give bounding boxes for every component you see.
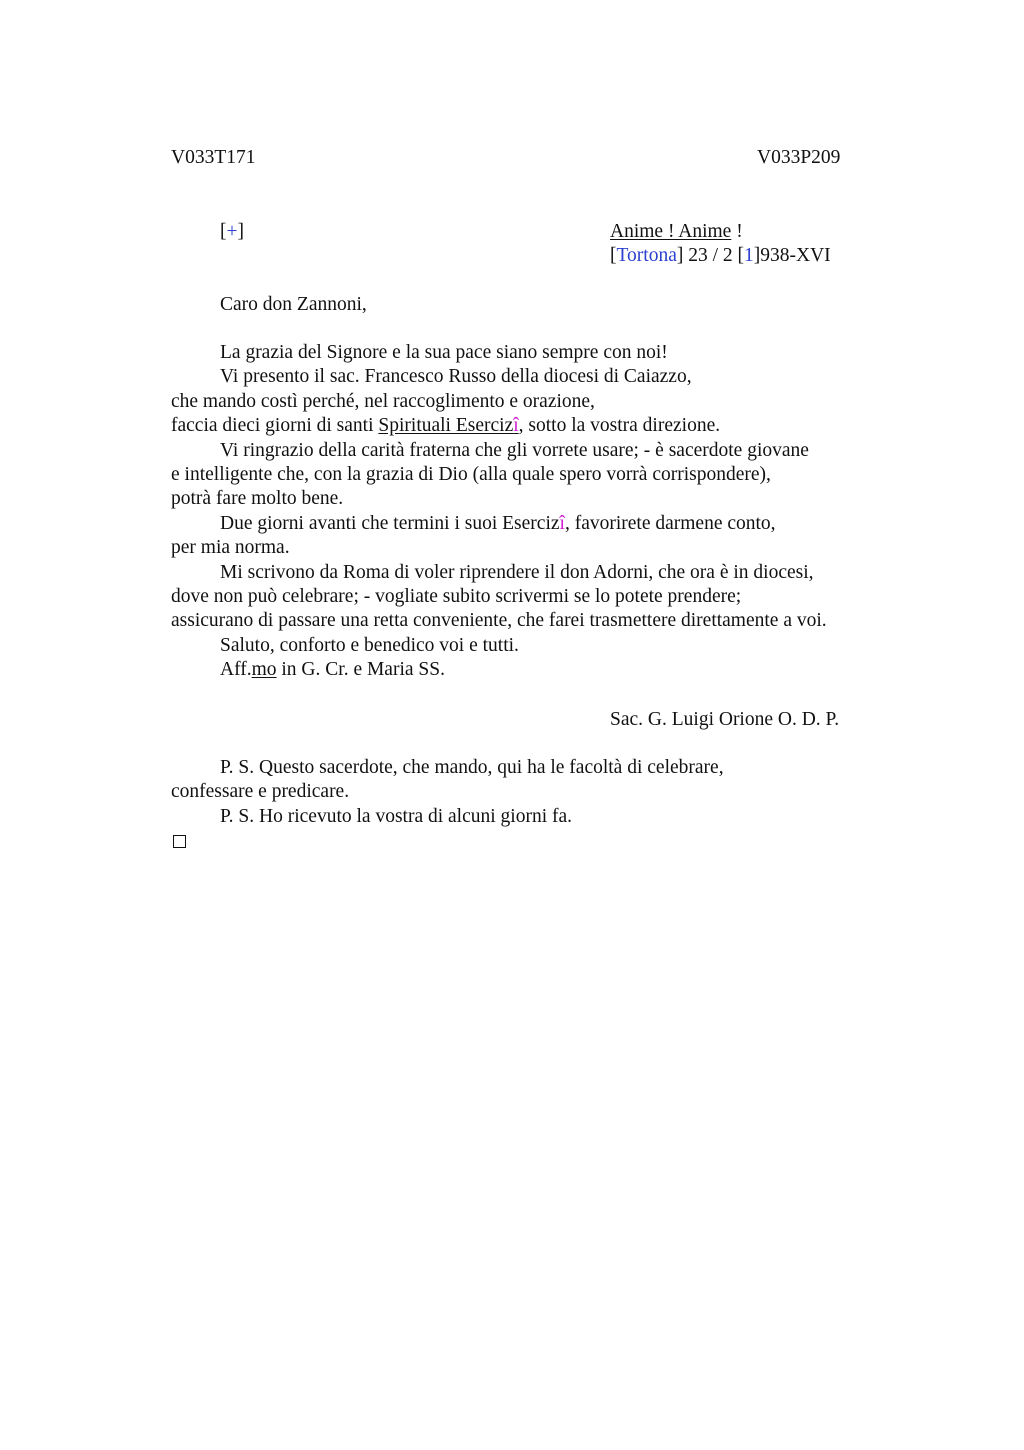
underlined-text: Spirituali Esercizî — [378, 415, 519, 437]
paragraph-line: assicurano di passare una retta conveniente, che farei trasmettere direttamente a voi. — [171, 610, 827, 632]
paragraph-line: Due giorni avanti che termini i suoi Esercizî, favorirete darmene conto, — [220, 512, 776, 534]
paragraph-line: Vi presento il sac. Francesco Russo della diocesi di Caiazzo, — [220, 366, 692, 388]
paragraph-line: faccia dieci giorni di santi Spirituali Esercizî, sotto la vostra direzione. — [171, 415, 721, 437]
dateline: [Tortona] 23 / 2 [1]938-XVI — [610, 245, 831, 266]
paragraph-greeting: La grazia del Signore e la sua pace siano sempre con noi! — [220, 342, 668, 363]
paragraph-line: dove non può celebrare; - vogliate subito scrivermi se lo potete prendere; — [171, 585, 742, 607]
underlined-text: mo — [251, 659, 277, 681]
header-right-code: V033P209 — [757, 147, 841, 168]
closing-line: Aff.mo in G. Cr. e Maria SS. — [220, 659, 445, 681]
salutation: Caro don Zannoni, — [220, 294, 367, 315]
paragraph-line: che mando costì perché, nel raccoglimento e orazione, — [171, 390, 595, 412]
paragraph-line: e intelligente che, con la grazia di Dio (alla quale spero vorrà corrispondere), — [171, 463, 771, 485]
postscript-line: P. S. Ho ricevuto la vostra di alcuni giorni fa. — [220, 805, 573, 827]
motto-text: Anime ! Anime — [610, 221, 732, 242]
header-left-code: V033T171 — [171, 147, 256, 168]
letter-body — [171, 342, 871, 683]
cross-mark: [+] — [220, 221, 244, 242]
cross-symbol: + — [226, 221, 238, 242]
signature: Sac. G. Luigi Orione O. D. P. — [610, 709, 840, 730]
editorial-mark: î — [559, 512, 565, 534]
postscript-line: P. S. Questo sacerdote, che mando, qui ha le facoltà di celebrare, — [220, 757, 724, 778]
dateline-place: Tortona — [616, 245, 677, 266]
end-of-document-box-icon — [173, 835, 186, 848]
paragraph-line: per mia norma. — [171, 537, 290, 559]
paragraph-line: Vi ringrazio della carità fraterna che gli vorrete usare; - è sacerdote giovane — [220, 439, 809, 461]
closing-line: Saluto, conforto e benedico voi e tutti. — [220, 634, 519, 656]
dateline-century: 1 — [744, 245, 754, 266]
postscript-block — [171, 757, 871, 830]
editorial-mark: î — [513, 415, 519, 437]
paragraph-line: potrà fare molto bene. — [171, 488, 344, 510]
postscript-line: confessare e predicare. — [171, 781, 350, 803]
paragraph-line: Mi scrivono da Roma di voler riprendere il don Adorni, che ora è in diocesi, — [220, 561, 814, 583]
motto: Anime ! Anime ! — [610, 221, 743, 242]
